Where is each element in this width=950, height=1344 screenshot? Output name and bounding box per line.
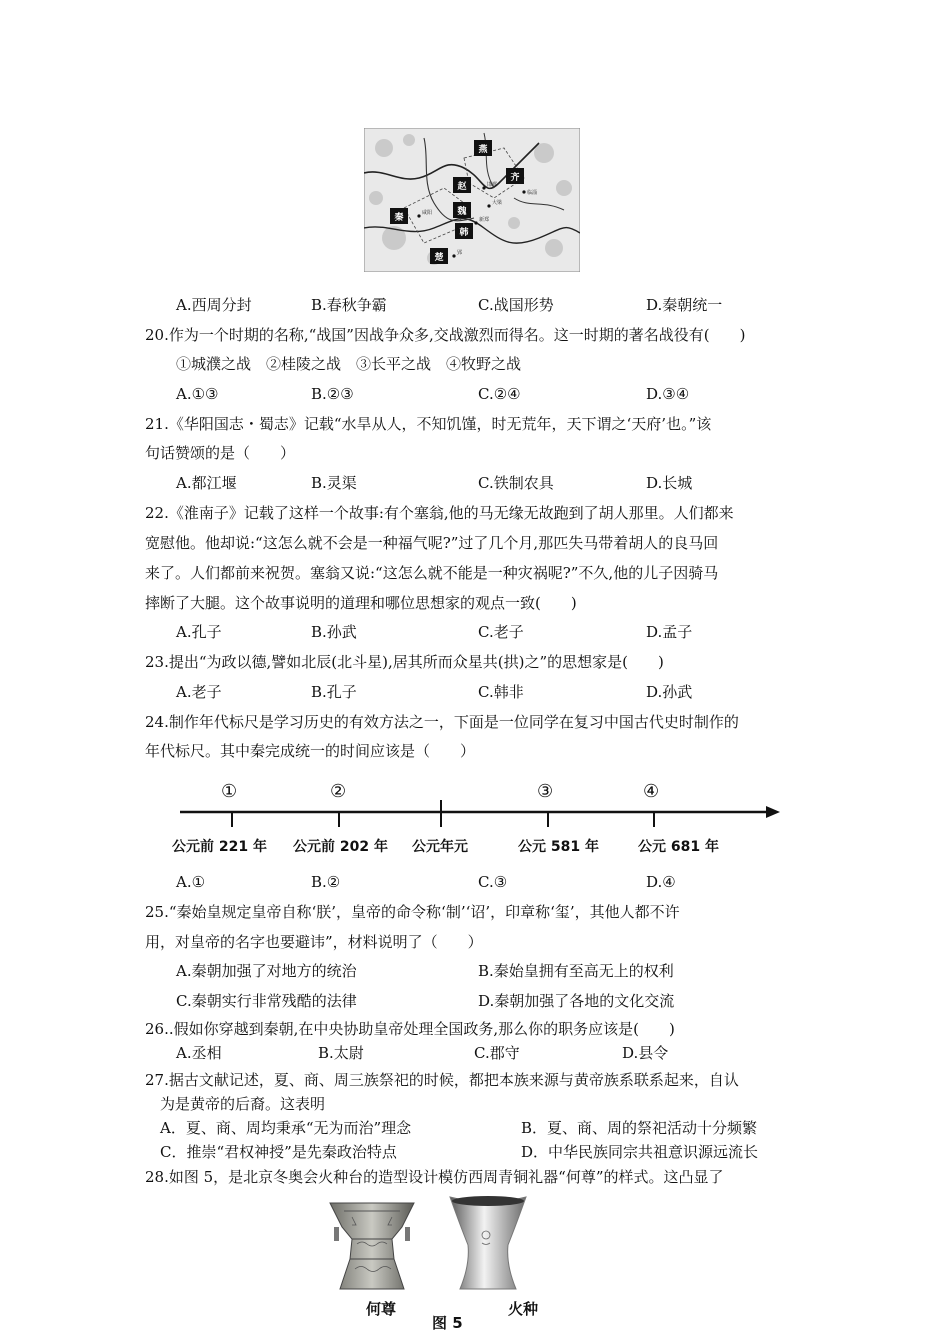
map-label-zhao: 赵 bbox=[457, 182, 467, 192]
q23-option-a: A.老子 bbox=[176, 683, 222, 701]
figure-caption-he-zun: 何尊 bbox=[366, 1300, 397, 1318]
q21-stem-line2: 句话赞颂的是（ ） bbox=[145, 444, 296, 462]
map-label-han: 韩 bbox=[459, 228, 469, 238]
q24-stem-line2: 年代标尺。其中秦完成统一的时间应该是（ ） bbox=[145, 742, 476, 760]
q24-option-a: A.① bbox=[176, 873, 206, 891]
q22-option-c: C.老子 bbox=[478, 623, 524, 641]
q25-option-c: C.秦朝实行非常残酷的法律 bbox=[176, 992, 357, 1010]
q23-option-d: D.孙武 bbox=[646, 683, 693, 701]
q27-option-b: B．夏、商、周的祭祀活动十分频繁 bbox=[521, 1119, 758, 1137]
q26-option-a: A.丞相 bbox=[176, 1044, 222, 1062]
q20-option-b: B.②③ bbox=[311, 385, 354, 403]
figure-label: 图 5 bbox=[432, 1314, 463, 1332]
q22-option-b: B.孙武 bbox=[311, 623, 357, 641]
q22-stem-line3: 来了。人们都前来祝贺。塞翁又说:“这怎么就不能是一种灾祸呢?”不久,他的儿子因骑马 bbox=[145, 564, 719, 582]
q22-stem-line2: 宽慰他。他却说:“这怎么就不会是一种福气呢?”过了几个月,那匹失马带着胡人的良马回 bbox=[145, 534, 719, 552]
q20-option-d: D.③④ bbox=[646, 385, 690, 403]
q24-option-b: B.② bbox=[311, 873, 341, 891]
q25-stem-line1: 25.“秦始皇规定皇帝自称‘朕’，皇帝的命令称‘制’‘诏’，印章称‘玺’，其他人都不许 bbox=[145, 903, 680, 921]
warring-states-map bbox=[364, 128, 580, 272]
q26-stem: 26..假如你穿越到秦朝,在中央协助皇帝处理全国政务,那么你的职务应该是( ) bbox=[145, 1020, 675, 1038]
q20-option-a: A.①③ bbox=[176, 385, 219, 403]
q27-option-d: D．中华民族同宗共祖意识源远流长 bbox=[521, 1143, 759, 1161]
timeline-ruler bbox=[170, 800, 785, 830]
q22-option-a: A.孔子 bbox=[176, 623, 222, 641]
timeline-marker-4: ④ bbox=[643, 781, 660, 802]
q26-option-b: B.太尉 bbox=[318, 1044, 364, 1062]
map-label-qi: 齐 bbox=[510, 173, 520, 183]
q19-option-a: A.西周分封 bbox=[176, 296, 252, 314]
q27-option-c: C．推崇“君权神授”是先秦政治特点 bbox=[160, 1143, 397, 1161]
map-city-daliang: 大梁 bbox=[492, 200, 503, 206]
q21-option-d: D.长城 bbox=[646, 474, 693, 492]
map-label-yan: 燕 bbox=[478, 145, 488, 155]
timeline-label-202bc: 公元前 202 年 bbox=[293, 839, 388, 855]
q22-stem-line4: 摔断了大腿。这个故事说明的道理和哪位思想家的观点一致( ) bbox=[145, 594, 577, 612]
timeline-marker-1: ① bbox=[221, 781, 238, 802]
q22-stem-line1: 22.《淮南子》记载了这样一个故事:有个塞翁,他的马无缘无故跑到了胡人那里。人们都来 bbox=[145, 504, 734, 522]
q24-option-d: D.④ bbox=[646, 873, 676, 891]
q21-option-a: A.都江堰 bbox=[176, 474, 237, 492]
q25-option-b: B.秦始皇拥有至高无上的权利 bbox=[478, 962, 674, 980]
map-label-qin: 秦 bbox=[394, 213, 404, 223]
timeline-marker-3: ③ bbox=[537, 781, 554, 802]
q24-stem-line1: 24.制作年代标尺是学习历史的有效方法之一，下面是一位同学在复习中国古代史时制作的 bbox=[145, 713, 739, 731]
q28-stem: 28.如图 5，是北京冬奥会火种台的造型设计模仿西周青铜礼器“何尊”的样式。这凸显了 bbox=[145, 1168, 724, 1186]
timeline-label-year-zero: 公元年元 bbox=[412, 839, 468, 855]
q21-option-c: C.铁制农具 bbox=[478, 474, 554, 492]
q27-stem-line2: 为是黄帝的后裔。这表明 bbox=[160, 1095, 326, 1113]
q27-option-a: A．夏、商、周均秉承“无为而治”理念 bbox=[160, 1119, 412, 1137]
q27-stem-line1: 27.据古文献记述，夏、商、周三族祭祀的时候，都把本族来源与黄帝族系联系起来，自认 bbox=[145, 1071, 739, 1089]
timeline-label-581: 公元 581 年 bbox=[518, 839, 599, 855]
q21-option-b: B.灵渠 bbox=[311, 474, 357, 492]
timeline-arrowhead bbox=[766, 806, 780, 818]
figure-caption-torch: 火种 bbox=[508, 1300, 539, 1318]
timeline-label-221bc: 公元前 221 年 bbox=[172, 839, 267, 855]
map-label-chu: 楚 bbox=[434, 253, 444, 263]
q20-items: ①城濮之战 ②桂陵之战 ③长平之战 ④牧野之战 bbox=[176, 355, 522, 373]
map-city-ying: 郢 bbox=[457, 250, 463, 256]
q21-stem-line1: 21.《华阳国志・蜀志》记载“水旱从人，不知饥馑，时无荒年，天下谓之‘天府’也。”该 bbox=[145, 415, 712, 433]
q19-option-d: D.秦朝统一 bbox=[646, 296, 723, 314]
q25-option-a: A.秦朝加强了对地方的统治 bbox=[176, 962, 357, 980]
q19-option-b: B.春秋争霸 bbox=[311, 296, 387, 314]
map-city-xianyang: 咸阳 bbox=[422, 210, 433, 216]
q20-stem: 20.作为一个时期的名称,“战国”因战争众多,交战激烈而得名。这一时期的著名战役有( ) bbox=[145, 326, 746, 344]
q26-option-c: C.郡守 bbox=[474, 1044, 520, 1062]
map-city-linzi: 临淄 bbox=[527, 190, 538, 196]
q23-stem: 23.提出“为政以德,譬如北辰(北斗星),居其所而众星共(拱)之”的思想家是( ) bbox=[145, 653, 664, 671]
q25-option-d: D.秦朝加强了各地的文化交流 bbox=[478, 992, 675, 1010]
he-zun-bronze-image bbox=[322, 1199, 422, 1293]
q19-option-c: C.战国形势 bbox=[478, 296, 554, 314]
q22-option-d: D.孟子 bbox=[646, 623, 693, 641]
q23-option-b: B.孔子 bbox=[311, 683, 357, 701]
map-city-handan: 邯郸 bbox=[487, 182, 498, 188]
q20-option-c: C.②④ bbox=[478, 385, 521, 403]
map-city-xinzheng: 新郑 bbox=[479, 217, 490, 223]
q23-option-c: C.韩非 bbox=[478, 683, 524, 701]
timeline-marker-2: ② bbox=[330, 781, 347, 802]
timeline-label-681: 公元 681 年 bbox=[638, 839, 719, 855]
torch-stand-image bbox=[446, 1195, 530, 1293]
map-label-wei: 魏 bbox=[457, 207, 467, 217]
q26-option-d: D.县令 bbox=[622, 1044, 669, 1062]
q24-option-c: C.③ bbox=[478, 873, 508, 891]
q25-stem-line2: 用，对皇帝的名字也要避讳”，材料说明了（ ） bbox=[145, 933, 483, 951]
